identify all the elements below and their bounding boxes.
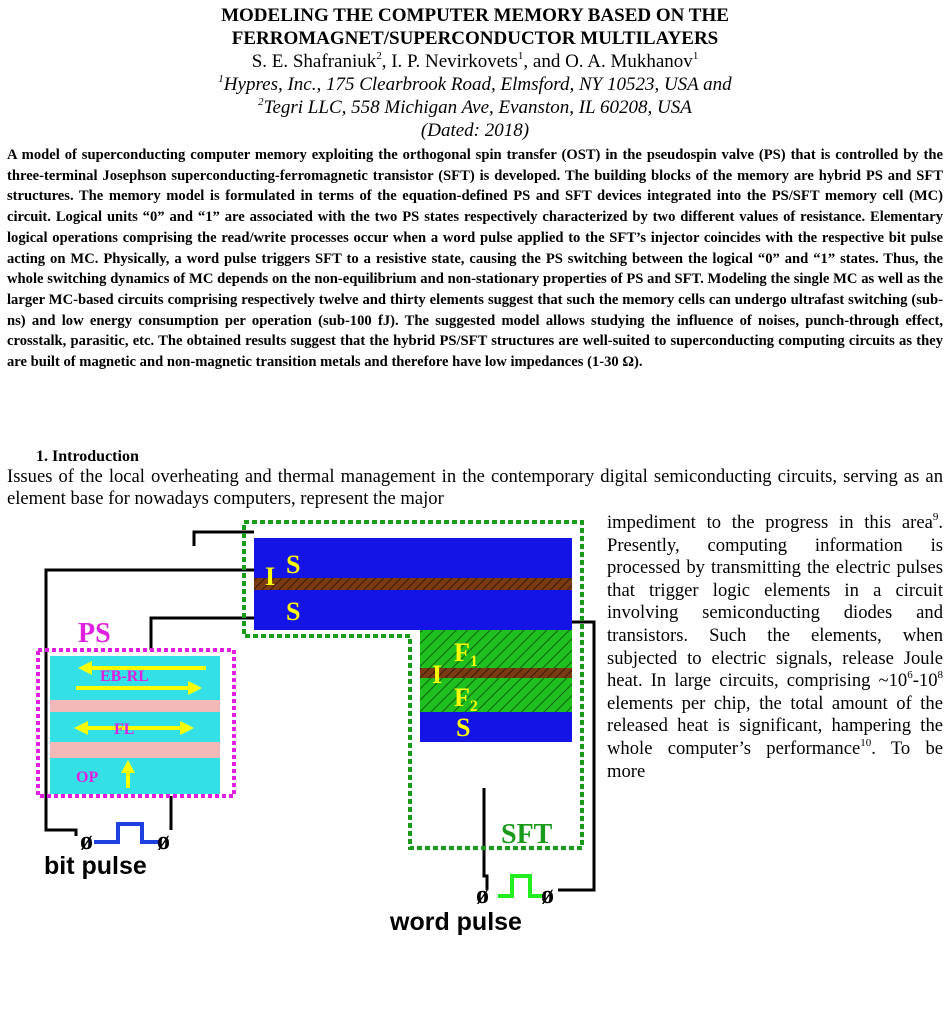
layer-label-s-mid: S <box>286 597 301 626</box>
author-separator: , and <box>523 51 566 72</box>
intro-paragraph-column <box>607 512 943 783</box>
sft-label: SFT <box>501 819 553 850</box>
affiliation-1-mark: 1 <box>218 72 224 85</box>
layer-label-f2-subscript: 2 <box>469 698 478 715</box>
exponent: 6 <box>907 668 913 681</box>
bit-pulse-source <box>44 824 170 880</box>
ps-spacer-layer <box>50 742 220 758</box>
terminal-icon: ø <box>541 880 554 909</box>
memory-cell-schematic <box>36 518 596 998</box>
bit-pulse-label: bit pulse <box>44 852 147 880</box>
author-2: I. P. Nevirkovets <box>391 51 518 72</box>
citation-ref: 10 <box>860 736 872 749</box>
terminal-icon: ø <box>476 880 489 909</box>
layer-label-s-top: S <box>286 550 301 579</box>
ferromagnet-f2-layer <box>420 678 572 712</box>
author-3: O. A. Mukhanov <box>565 51 693 72</box>
intro-text: . To be more <box>607 737 943 782</box>
word-pulse-source <box>389 876 554 936</box>
superconductor-middle-layer <box>254 590 572 630</box>
terminal-icon: ø <box>157 826 170 855</box>
fl-label: FL <box>114 721 135 738</box>
insulator-barrier-mid <box>420 668 572 678</box>
eb-rl-label: EB-RL <box>100 668 149 685</box>
ferromagnet-f1-layer <box>420 630 572 668</box>
author-separator: , <box>381 51 392 72</box>
layer-label-f1-subscript: 1 <box>469 653 478 670</box>
layer-label-i-top: I <box>265 562 276 591</box>
layer-label-i-mid: I <box>432 660 443 689</box>
layer-label-f1-letter: F <box>454 638 470 667</box>
superconductor-bottom-layer <box>420 712 572 742</box>
word-pulse-waveform <box>498 876 544 896</box>
terminal-icon: ø <box>80 826 93 855</box>
abstract: A model of superconducting computer memory exploiting the orthogonal spin transfer (OST) in the pseudospin valve (PS) that is controlled by the three-terminal Josephson superconducting-ferromagnetic transistor (SFT) is developed. The building blocks of the memory are hybrid PS and SFT structures. The memory model is formulated in terms of the equation-defined PS and SFT devices integrated into the PS/SFT memory cell (MC) circuit. Logical units “0” and “1” are associated with the two PS states respectively characterized by two different values of resistance. Elementary logical operations comprising the read/write processes occur when a word pulse applied to the SFT’s injector coincides with the respective bit pulse acting on MC. Physically, a word pulse triggers SFT to a resistive state, causing the PS switching between the logical “0” and “1” states. Thus, the whole switching dynamics of MC depends on the non-equilibrium and non-stationary properties of PS and SFT. Modeling the single MC as well as the larger MC-based circuits comprising respectively twelve and thirty elements suggest that such the memory cells can undergo ultrafast switching (sub-ns) and low energy consumption per operation (sub-100 fJ). The suggested model allows studying the influence of noises, punch-through effect, crosstalk, parasitic, etc. The obtained results suggest that the hybrid PS/SFT structures are well-suited to superconducting computing circuits as they are built of magnetic and non-magnetic transition metals and therefore have low impedances (1-30 Ω). <box>7 147 943 371</box>
ps-label: PS <box>78 618 111 649</box>
intro-text: . Presently, computing information is processed by transmitting the electric pulses that trigger logic elements in a circuit involving semiconducting diodes and transistors. Such the elements, when subjected to electric signals, release Joule heat. In large circuits, comprising ~10 <box>607 512 943 692</box>
dated-line: (Dated: 2018) <box>420 120 530 141</box>
paper-title-line-1: MODELING THE COMPUTER MEMORY BASED ON THE <box>221 5 729 26</box>
sft-stack <box>420 630 572 742</box>
ps-spacer-layer <box>50 700 220 712</box>
bit-pulse-waveform <box>94 824 160 842</box>
author-1: S. E. Shafraniuk <box>251 51 377 72</box>
sis-stack <box>254 538 572 630</box>
intro-paragraph-full-width: Issues of the local overheating and thermal management in the contemporary digital semiconducting circuits, serving as an element base for nowadays computers, represent the major <box>7 466 943 509</box>
citation-ref: 9 <box>932 510 939 523</box>
affiliation-1-text: Hypres, Inc., 175 Clearbrook Road, Elmsford, NY 10523, USA and <box>223 74 732 95</box>
affiliation-1 <box>0 74 950 96</box>
paper-title-line-2: FERROMAGNET/SUPERCONDUCTOR MULTILAYERS <box>231 28 719 49</box>
affiliation-2 <box>0 97 950 119</box>
intro-text: elements per chip, the total amount of the released heat is significant, hampering the whole computer’s performance <box>607 692 943 759</box>
insulator-barrier-top <box>254 578 572 590</box>
section-heading-introduction: 1. Introduction <box>36 448 139 465</box>
exponent: 8 <box>937 668 943 681</box>
author-list <box>0 51 950 73</box>
affiliation-2-mark: 2 <box>258 95 264 108</box>
intro-text: -10 <box>912 670 938 692</box>
author-2-affiliation-mark: 1 <box>517 49 524 62</box>
ps-device <box>38 618 234 796</box>
superconductor-top-layer <box>254 538 572 578</box>
author-3-affiliation-mark: 1 <box>692 49 699 62</box>
layer-label-f2-letter: F <box>454 683 470 712</box>
word-pulse-label: word pulse <box>390 908 522 936</box>
layer-label-s-bottom: S <box>456 713 471 742</box>
op-label: OP <box>76 769 99 786</box>
author-1-affiliation-mark: 2 <box>376 49 382 62</box>
intro-text: impediment to the progress in this area <box>607 512 933 533</box>
affiliation-2-text: Tegri LLC, 558 Michigan Ave, Evanston, IL 60208, USA <box>263 97 692 118</box>
